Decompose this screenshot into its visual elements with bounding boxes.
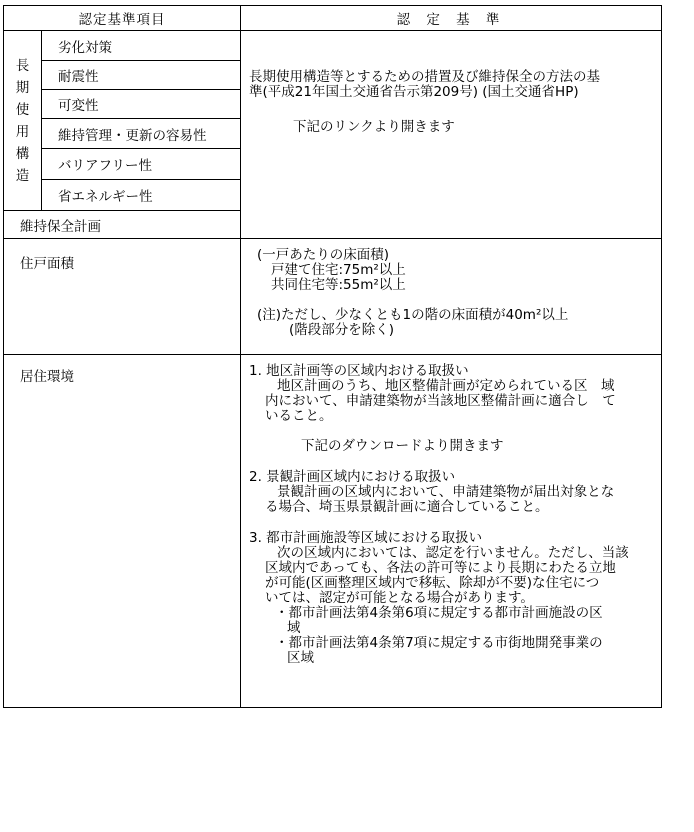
- living-environment-criteria-cell: [241, 355, 662, 708]
- section-body: 地区計画のうち、地区整備計画が定められている区 域: [277, 378, 615, 394]
- floor-area-label: 住戸面積: [20, 256, 74, 272]
- section-body: る場合、埼玉県景観計画に適合していること。: [265, 499, 549, 515]
- vertical-char: 造: [15, 167, 30, 184]
- section-body: 内において、申請建築物が当該地区整備計画に適合し て: [265, 393, 616, 409]
- floor-area-note: (階段部分を除く): [289, 322, 395, 338]
- item-barrier-free: バリアフリー性: [42, 149, 241, 180]
- section-body: が可能(区画整理区域内で移転、除却が不要)な住宅につ: [265, 575, 600, 591]
- floor-area-text: 共同住宅等:55m²以上: [271, 277, 406, 293]
- floor-area-text: 戸建て住宅:75m²以上: [271, 262, 406, 278]
- section-body: 景観計画の区域内において、申請建築物が届出対象とな: [277, 484, 615, 500]
- long-term-criteria-cell: [241, 31, 662, 239]
- item-deterioration: 劣化対策: [42, 31, 241, 61]
- vertical-char: 使: [15, 101, 30, 118]
- bullet-item: 域: [287, 620, 301, 636]
- item-seismic: 耐震性: [42, 61, 241, 90]
- floor-area-note: (注)ただし、少なくとも1の階の床面積が40m²以上: [257, 307, 569, 323]
- living-environment-label: 居住環境: [20, 369, 74, 385]
- section-body: いること。: [265, 408, 333, 424]
- section-title: 2. 景観計画区域内における取扱い: [249, 469, 456, 485]
- living-environment-label-cell: [4, 355, 241, 708]
- download-link-note[interactable]: 下記のダウンロードより開きます: [301, 438, 504, 454]
- bullet-item: ・都市計画法第4条第7項に規定する市街地開発事業の: [275, 635, 603, 651]
- maintenance-plan-label: 維持保全計画: [4, 211, 241, 239]
- section-title: 1. 地区計画等の区域内おける取扱い: [249, 363, 469, 379]
- floor-area-text: (一戸あたりの床面積): [257, 247, 390, 263]
- vertical-char: 構: [15, 145, 30, 162]
- criteria-link-note[interactable]: 下記のリンクより開きます: [293, 119, 455, 135]
- bullet-item: 区域: [287, 650, 314, 666]
- vertical-char: 長: [15, 57, 30, 74]
- section-body: 区域内であっても、各法の許可等により長期にわたる立地: [265, 560, 616, 576]
- certification-criteria-table: [3, 5, 662, 708]
- criteria-text: 準(平成21年国土交通省告示第209号) (国土交通省HP): [249, 84, 579, 100]
- vertical-char: 期: [15, 79, 30, 96]
- section-body: 次の区域内においては、認定を行いません。ただし、当該: [277, 545, 629, 561]
- criteria-text: 長期使用構造等とするための措置及び維持保全の方法の基: [249, 69, 600, 85]
- floor-area-criteria-cell: [241, 239, 662, 355]
- item-maintenance-ease: 維持管理・更新の容易性: [42, 119, 241, 149]
- item-variability: 可変性: [42, 90, 241, 119]
- item-energy-saving: 省エネルギー性: [42, 180, 241, 211]
- section-title: 3. 都市計画施設等区域における取扱い: [249, 530, 483, 546]
- floor-area-label-cell: [4, 239, 241, 355]
- section-body: いては、認定が可能となる場合があります。: [265, 590, 534, 606]
- header-criteria-items: 認定基準項目: [4, 6, 241, 31]
- vertical-char: 用: [15, 123, 30, 140]
- bullet-item: ・都市計画法第4条第6項に規定する都市計画施設の区: [275, 605, 603, 621]
- header-criteria: 認 定 基 準: [241, 6, 662, 31]
- long-term-use-structure-label: [4, 31, 42, 211]
